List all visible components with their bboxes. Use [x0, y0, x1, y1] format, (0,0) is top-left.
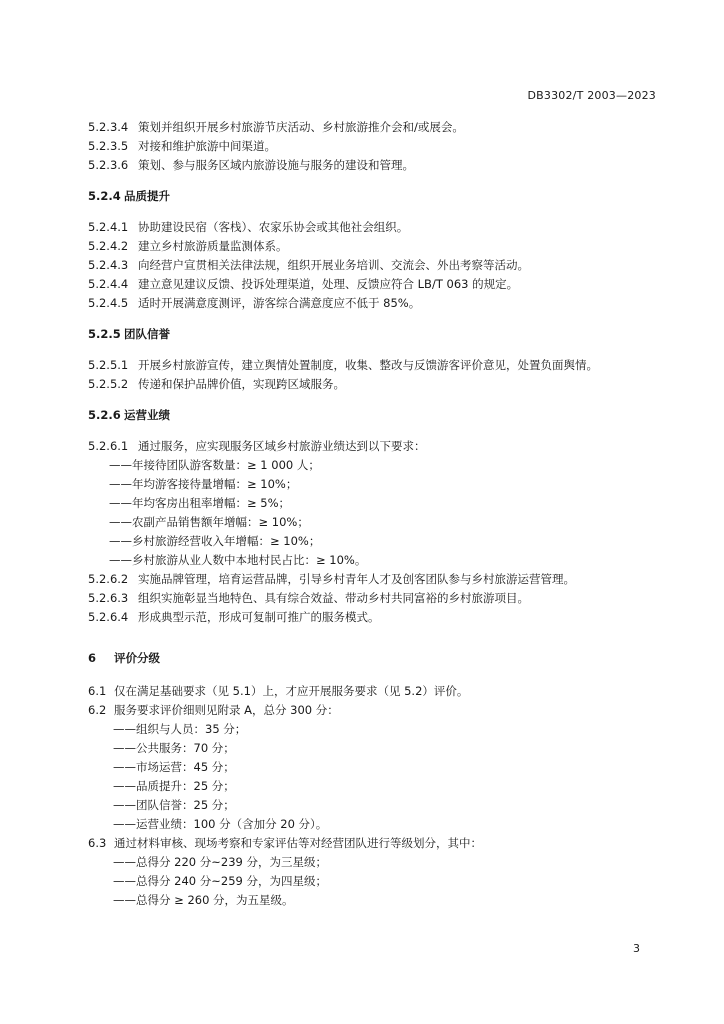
- clause-text: 服务要求评价细则见附录 A，总分 300 分：: [114, 703, 339, 717]
- clause-text: 通过材料审核、现场考察和专家评估等对经营团队进行等级划分，其中：: [114, 836, 482, 850]
- clause-text: 传递和保护品牌价值，实现跨区域服务。: [138, 377, 345, 391]
- dash-item: ——总得分 240 分~259 分，为四星级；: [113, 874, 328, 888]
- clause-5-2-5-1: [88, 356, 668, 375]
- clause-text: 建立意见建议反馈、投诉处理渠道，处理、反馈应符合 LB/T 063 的规定。: [138, 277, 519, 291]
- clause-text: 向经营户宣贯相关法律法规，组织开展业务培训、交流会、外出考察等活动。: [138, 258, 529, 272]
- clause-number: 5.2.5.1: [88, 358, 129, 372]
- document-body: [88, 118, 668, 910]
- heading-title: 品质提升: [124, 189, 170, 203]
- clause-text: 形成典型示范，形成可复制可推广的服务模式。: [138, 610, 380, 624]
- dash-item: ——组织与人员：35 分；: [113, 722, 247, 736]
- heading-5-2-4: [88, 187, 668, 206]
- clause-text: 协助建设民宿（客栈）、农家乐协会或其他社会组织。: [138, 220, 409, 234]
- clause-text: 仅在满足基础要求（见 5.1）上，才应开展服务要求（见 5.2）评价。: [114, 684, 469, 698]
- clause-5-2-4-2: [88, 237, 668, 256]
- clause-5-2-3-4: [88, 118, 668, 137]
- clause-number: 6.1: [88, 684, 107, 698]
- heading-number: 5.2.6: [88, 408, 121, 422]
- clause-number: 5.2.6.4: [88, 610, 129, 624]
- clause-number: 5.2.4.1: [88, 220, 129, 234]
- dash-item: ——公共服务：70 分；: [113, 741, 235, 755]
- heading-number: 5.2.5: [88, 327, 121, 341]
- clause-number: 6.3: [88, 836, 107, 850]
- clause-text: 通过服务，应实现服务区域乡村旅游业绩达到以下要求：: [138, 439, 426, 453]
- clause-number: 5.2.6.1: [88, 439, 129, 453]
- clause-5-2-6-4: [88, 608, 668, 627]
- clause-number: 5.2.5.2: [88, 377, 129, 391]
- clause-5-2-4-5: [88, 294, 668, 313]
- heading-title: 评价分级: [114, 651, 160, 665]
- dash-item: ——品质提升：25 分；: [113, 779, 235, 793]
- heading-6: [88, 649, 668, 668]
- clause-text: 建立乡村旅游质量监测体系。: [138, 239, 288, 253]
- clause-number: 5.2.6.2: [88, 572, 129, 586]
- heading-5-2-5: [88, 325, 668, 344]
- dash-item: ——团队信誉：25 分；: [113, 798, 235, 812]
- heading-5-2-6: [88, 406, 668, 425]
- clause-text: 组织实施彰显当地特色、具有综合效益、带动乡村共同富裕的乡村旅游项目。: [138, 591, 529, 605]
- clause-number: 5.2.3.5: [88, 139, 129, 153]
- clause-number: 5.2.4.3: [88, 258, 129, 272]
- clause-5-2-4-4: [88, 275, 668, 294]
- clause-5-2-3-6: [88, 156, 668, 175]
- clause-text: 策划、参与服务区域内旅游设施与服务的建设和管理。: [138, 158, 414, 172]
- dash-item: ——运营业绩：100 分（含加分 20 分）。: [113, 817, 328, 831]
- clause-text: 策划并组织开展乡村旅游节庆活动、乡村旅游推介会和/或展会。: [138, 120, 464, 134]
- clause-5-2-4-1: [88, 218, 668, 237]
- dash-item: ——年接待团队游客数量：≥ 1 000 人；: [109, 458, 320, 472]
- dash-item: ——总得分 220 分~239 分，为三星级；: [113, 855, 328, 869]
- heading-title: 运营业绩: [124, 408, 170, 422]
- clause-5-2-6-2: [88, 570, 668, 589]
- dash-item: ——农副产品销售额年增幅：≥ 10%；: [109, 515, 309, 529]
- clause-5-2-3-5: [88, 137, 668, 156]
- clause-5-2-4-3: [88, 256, 668, 275]
- heading-title: 团队信誉: [124, 327, 170, 341]
- clause-5-2-6-3: [88, 589, 668, 608]
- dash-item: ——乡村旅游从业人数中本地村民占比：≥ 10%。: [109, 553, 367, 567]
- heading-number: 6: [88, 651, 97, 665]
- clause-6-2: [88, 701, 668, 720]
- dash-item: ——总得分 ≥ 260 分，为五星级。: [113, 893, 294, 907]
- dash-item: ——市场运营：45 分；: [113, 760, 235, 774]
- dash-item: ——乡村旅游经营收入年增幅：≥ 10%；: [109, 534, 321, 548]
- clause-number: 5.2.3.6: [88, 158, 129, 172]
- clause-number: 5.2.4.2: [88, 239, 129, 253]
- heading-number: 5.2.4: [88, 189, 121, 203]
- clause-5-2-5-2: [88, 375, 668, 394]
- clause-number: 5.2.4.5: [88, 296, 129, 310]
- clause-number: 5.2.4.4: [88, 277, 129, 291]
- dash-item: ——年均客房出租率增幅：≥ 5%；: [109, 496, 291, 510]
- clause-text: 开展乡村旅游宣传，建立舆情处置制度，收集、整改与反馈游客评价意见，处置负面舆情。: [138, 358, 598, 372]
- clause-number: 5.2.3.4: [88, 120, 129, 134]
- clause-text: 对接和维护旅游中间渠道。: [138, 139, 276, 153]
- dash-item: ——年均游客接待量增幅：≥ 10%；: [109, 477, 298, 491]
- clause-text: 适时开展满意度测评，游客综合满意度应不低于 85%。: [138, 296, 421, 310]
- clause-6-1: [88, 682, 668, 701]
- clause-number: 5.2.6.3: [88, 591, 129, 605]
- clause-6-3: [88, 834, 668, 853]
- clause-text: 实施品牌管理，培育运营品牌，引导乡村青年人才及创客团队参与乡村旅游运营管理。: [138, 572, 575, 586]
- clause-number: 6.2: [88, 703, 107, 717]
- page-number: 3: [633, 942, 640, 955]
- clause-5-2-6-1: [88, 437, 668, 456]
- document-code: DB3302/T 2003—2023: [527, 89, 656, 102]
